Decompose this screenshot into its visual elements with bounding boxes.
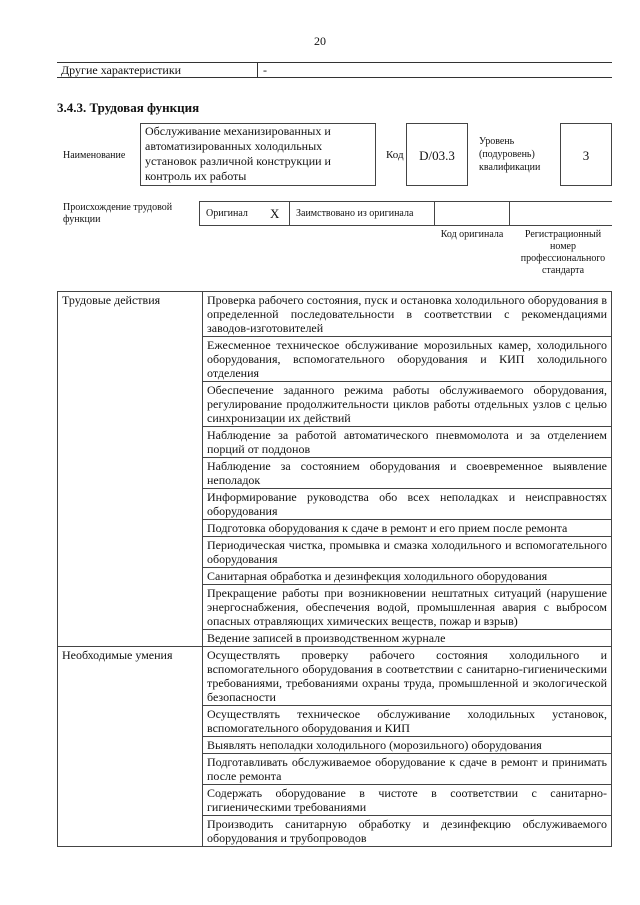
labor-actions-item: Проверка рабочего состояния, пуск и остановка холодильного оборудования в определенной последовательности в соответствии с рекомендациями заводов-изготовителей [203, 292, 612, 337]
divider [257, 62, 258, 78]
divider [434, 201, 435, 226]
labor-function-table [57, 291, 612, 847]
labor-actions-item: Информирование руководства обо всех неполадках и неисправностях оборудования [203, 489, 612, 520]
required-skills-item: Производить санитарную обработку и дезинфекцию обслуживаемого оборудования и трубопроводов [203, 816, 612, 847]
borrowed-label: Заимствовано из оригинала [296, 208, 414, 219]
qualification-level-label: Уровень (подуровень) квалификации [479, 136, 541, 173]
page-number: 20 [314, 34, 326, 48]
labor-actions-item: Прекращение работы при возникновении нештатных ситуаций (нарушение энергоснабжения, обеспечения водой, промышленная авария с выбросом опасных отравляющих химических веществ, пожар и взрыв) [203, 585, 612, 630]
qualification-level-box: 3 [560, 123, 612, 186]
function-name-box: Обслуживание механизированных и автоматизированных холодильных установок различной конструкции и контроль их работы [140, 123, 376, 186]
name-label: Наименование [63, 150, 126, 161]
labor-actions-item: Подготовка оборудования к сдаче в ремонт и его прием после ремонта [203, 520, 612, 537]
other-characteristics-row [57, 62, 612, 78]
required-skills-item: Подготавливать обслуживаемое оборудование к сдаче в ремонт и принимать после ремонта [203, 754, 612, 785]
other-characteristics-label: Другие характеристики [61, 63, 182, 77]
origin-label: Происхождение трудовой функции [63, 202, 173, 225]
labor-actions-item: Периодическая чистка, промывка и смазка холодильного и вспомогательного оборудования [203, 537, 612, 568]
required-skills-item: Выявлять неполадки холодильного (морозильного) оборудования [203, 737, 612, 754]
code-label: Код [386, 149, 404, 161]
function-code-box: D/03.3 [406, 123, 468, 186]
divider [289, 201, 290, 226]
divider [509, 201, 510, 226]
required-skills-label: Необходимые умения [58, 647, 203, 847]
original-mark: X [270, 206, 280, 221]
table-row [58, 292, 612, 337]
labor-actions-item: Санитарная обработка и дезинфекция холодильного оборудования [203, 568, 612, 585]
origin-box [199, 201, 612, 226]
labor-actions-item: Ежесменное техническое обслуживание морозильных камер, холодильного оборудования, вспомогательного оборудования и КИП холодильного отделения [203, 337, 612, 382]
labor-actions-item: Ведение записей в производственном журнале [203, 630, 612, 647]
labor-actions-item: Наблюдение за состоянием оборудования и своевременное выявление неполадок [203, 458, 612, 489]
other-characteristics-value: - [263, 63, 267, 77]
registration-number-label: Регистрационный номер профессионального стандарта [520, 229, 606, 276]
labor-actions-label: Трудовые действия [58, 292, 203, 647]
required-skills-item: Осуществлять техническое обслуживание холодильных установок, вспомогательного оборудования и КИП [203, 706, 612, 737]
required-skills-item: Содержать оборудование в чистоте в соответствии с санитарно-гигиеническими требованиями [203, 785, 612, 816]
labor-actions-item: Обеспечение заданного режима работы обслуживаемого оборудования, регулирование продолжительности циклов работы отдельных узлов с целью синхронизации их действий [203, 382, 612, 427]
required-skills-item: Осуществлять проверку рабочего состояния холодильного и вспомогательного оборудования в соответствии с санитарно-гигиеническими требованиями, требованиями охраны труда, промышленной и экологической безопасности [203, 647, 612, 706]
labor-actions-item: Наблюдение за работой автоматического пневмомолота и за отделением порций от поддонов [203, 427, 612, 458]
table-row [58, 647, 612, 706]
section-title: 3.4.3. Трудовая функция [57, 100, 200, 115]
original-code-label: Код оригинала [440, 229, 504, 240]
original-label: Оригинал [206, 208, 248, 219]
